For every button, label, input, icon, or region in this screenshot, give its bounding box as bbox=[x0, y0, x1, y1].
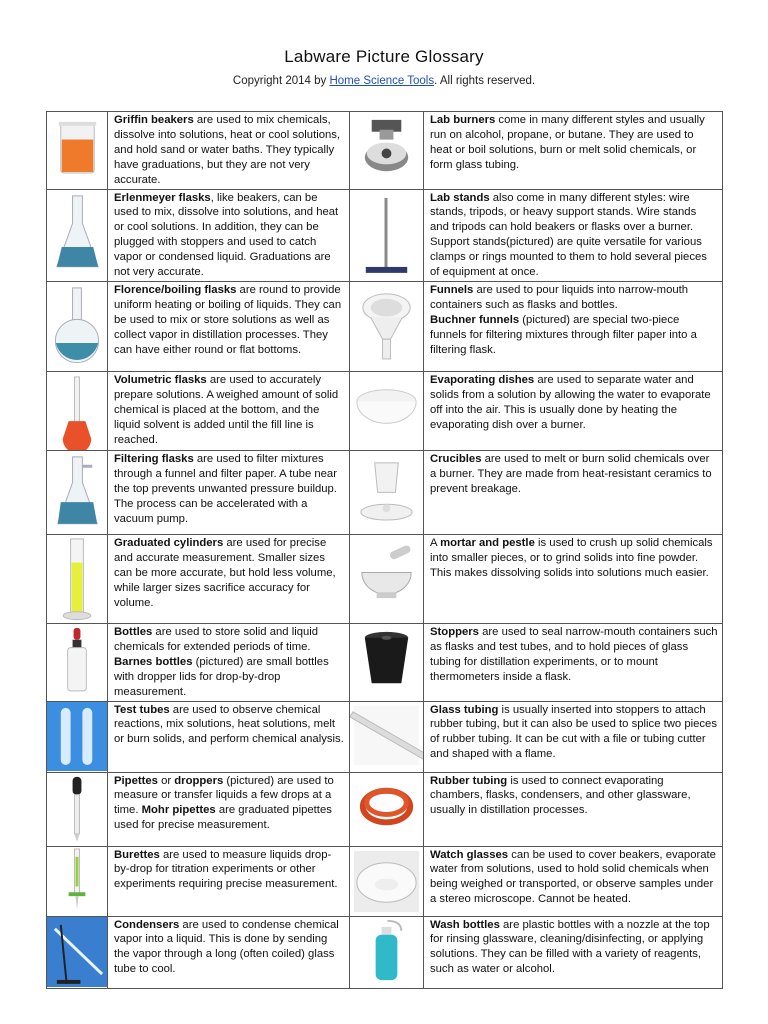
erlenmeyer-flask-icon bbox=[47, 189, 108, 281]
copyright-line bbox=[0, 75, 768, 87]
table-row bbox=[47, 772, 723, 846]
mortar-pestle-icon bbox=[350, 534, 424, 623]
glossary-table bbox=[46, 111, 723, 989]
glossary-entry: Erlenmeyer flasks, like beakers, can be used to mix, dissolve into solutions, and heat or cool solutions. In addition, they can be plugged with stoppers and used to catch vapor or condensed liquid. Graduations are not very accurate. bbox=[108, 189, 350, 281]
glossary-entry: Lab stands also come in many different styles: wire stands, tripods, or heavy support stands. Wire stands and tripods can hold beakers or flasks over a burner. Support stands(pictured) are quite versatile for various clamps or rings mounted to them to hold several pieces of equipment at once. bbox=[424, 189, 723, 281]
dropper-icon bbox=[47, 772, 108, 846]
table-row bbox=[47, 534, 723, 623]
table-row bbox=[47, 701, 723, 772]
glossary-entry: Glass tubing is usually inserted into stoppers to attach rubber tubing, but it can also be used to splice two pieces of rubber tubing. It can be cut with a file or tubing cutter and shaped with a flame. bbox=[424, 701, 723, 772]
home-science-tools-link[interactable]: Home Science Tools bbox=[329, 75, 435, 87]
table-row bbox=[47, 371, 723, 450]
glossary-entry: A mortar and pestle is used to crush up solid chemicals into smaller pieces, or to grind solids into fine powder. This makes dissolving solids into solutions much easier. bbox=[424, 534, 723, 623]
glossary-entry: Florence/boiling flasks are round to provide uniform heating or boiling of liquids. They can be used to mix or store solutions as well as collect vapor in distillation processes. They can have either round or flat bottoms. bbox=[108, 281, 350, 371]
table-row bbox=[47, 112, 723, 190]
test-tubes-icon bbox=[47, 701, 108, 772]
table-row bbox=[47, 189, 723, 281]
glossary-entry: Evaporating dishes are used to separate water and solids from a solution by allowing the water to evaporate off into the air. This is usually done by heating the evaporating dish over a burner. bbox=[424, 371, 723, 450]
table-row bbox=[47, 450, 723, 534]
glossary-entry: Wash bottles are plastic bottles with a nozzle at the top for rinsing glassware, cleaning/disinfecting, or applying solutions. They can be filled with a variety of reagents, such as water or alcohol. bbox=[424, 916, 723, 988]
boiling-flask-icon bbox=[47, 281, 108, 371]
lab-burner-icon bbox=[350, 112, 424, 190]
glossary-entry: Condensers are used to condense chemical vapor into a liquid. This is done by sending the vapor through a long (often coiled) glass tube to cool. bbox=[108, 916, 350, 988]
crucible-icon bbox=[350, 450, 424, 534]
table-row bbox=[47, 916, 723, 988]
wash-bottle-icon bbox=[350, 916, 424, 988]
copyright-suffix: . All rights reserved. bbox=[434, 75, 536, 87]
lab-stand-icon bbox=[350, 189, 424, 281]
table-row bbox=[47, 623, 723, 701]
griffin-beaker-icon bbox=[47, 112, 108, 190]
evaporating-dish-icon bbox=[350, 371, 424, 450]
glossary-entry: Funnels are used to pour liquids into narrow-mouth containers such as flasks and bottles. Buchner funnels (pictured) are special two-piece funnels for filtering mixtures through filter paper into a filtering flask. bbox=[424, 281, 723, 371]
glossary-entry: Griffin beakers are used to mix chemicals, dissolve into solutions, heat or cool solutions, and hold sand or water baths. They typically have graduations, but they are not very accurate. bbox=[108, 112, 350, 190]
glossary-entry: Pipettes or droppers (pictured) are used to measure or transfer liquids a few drops at a time. Mohr pipettes are graduated pipettes used for precise measurement. bbox=[108, 772, 350, 846]
watch-glass-icon bbox=[350, 846, 424, 916]
buchner-funnel-icon bbox=[350, 281, 424, 371]
glossary-entry: Volumetric flasks are used to accurately prepare solutions. A weighed amount of solid chemical is placed at the bottom, and the liquid solvent is added until the fill line is reached. bbox=[108, 371, 350, 450]
page-title: Labware Picture Glossary bbox=[284, 47, 484, 66]
glossary-entry: Burettes are used to measure liquids drop-by-drop for titration experiments or other experiments requiring precise measurement. bbox=[108, 846, 350, 916]
glossary-entry: Stoppers are used to seal narrow-mouth containers such as flasks and test tubes, and to hold pieces of glass tubing for distillation experiments, or to mount thermometers inside a flask. bbox=[424, 623, 723, 701]
glossary-entry: Filtering flasks are used to filter mixtures through a funnel and filter paper. A tube near the top prevents unwanted pressure buildup. The process can be accelerated with a vacuum pump. bbox=[108, 450, 350, 534]
burette-icon bbox=[47, 846, 108, 916]
glossary-entry: Bottles are used to store solid and liquid chemicals for extended periods of time. Barnes bottles (pictured) are small bottles with dropper lids for drop-by-drop measurement. bbox=[108, 623, 350, 701]
table-row bbox=[47, 281, 723, 371]
glossary-entry: Test tubes are used to observe chemical reactions, mix solutions, heat solutions, melt or burn solids, and perform chemical analysis. bbox=[108, 701, 350, 772]
glass-tubing-icon bbox=[350, 701, 424, 772]
glossary-entry: Crucibles are used to melt or burn solid chemicals over a burner. They are made from heat-resistant ceramics to prevent breakage. bbox=[424, 450, 723, 534]
volumetric-flask-icon bbox=[47, 371, 108, 450]
dropper-bottle-icon bbox=[47, 623, 108, 701]
condenser-icon bbox=[47, 916, 108, 988]
glossary-entry: Lab burners come in many different styles and usually run on alcohol, propane, or butane. They are used to heat or boil solutions, burn or melt solid chemicals, or form glass tubing. bbox=[424, 112, 723, 190]
glossary-entry: Graduated cylinders are used for precise and accurate measurement. Smaller sizes can be more accurate, but hold less volume, while larger sizes sacrifice accuracy for volume. bbox=[108, 534, 350, 623]
rubber-stopper-icon bbox=[350, 623, 424, 701]
glossary-entry: Watch glasses can be used to cover beakers, evaporate water from solutions, used to hold solid chemicals when being weighed or transported, or observe samples under a stereo microscope. Cannot be heated. bbox=[424, 846, 723, 916]
table-row bbox=[47, 846, 723, 916]
graduated-cylinder-icon bbox=[47, 534, 108, 623]
glossary-entry: Rubber tubing is used to connect evaporating chambers, flasks, condensers, and other glassware, usually in distillation processes. bbox=[424, 772, 723, 846]
rubber-tubing-icon bbox=[350, 772, 424, 846]
filtering-flask-icon bbox=[47, 450, 108, 534]
copyright-prefix: Copyright 2014 by bbox=[232, 75, 330, 87]
